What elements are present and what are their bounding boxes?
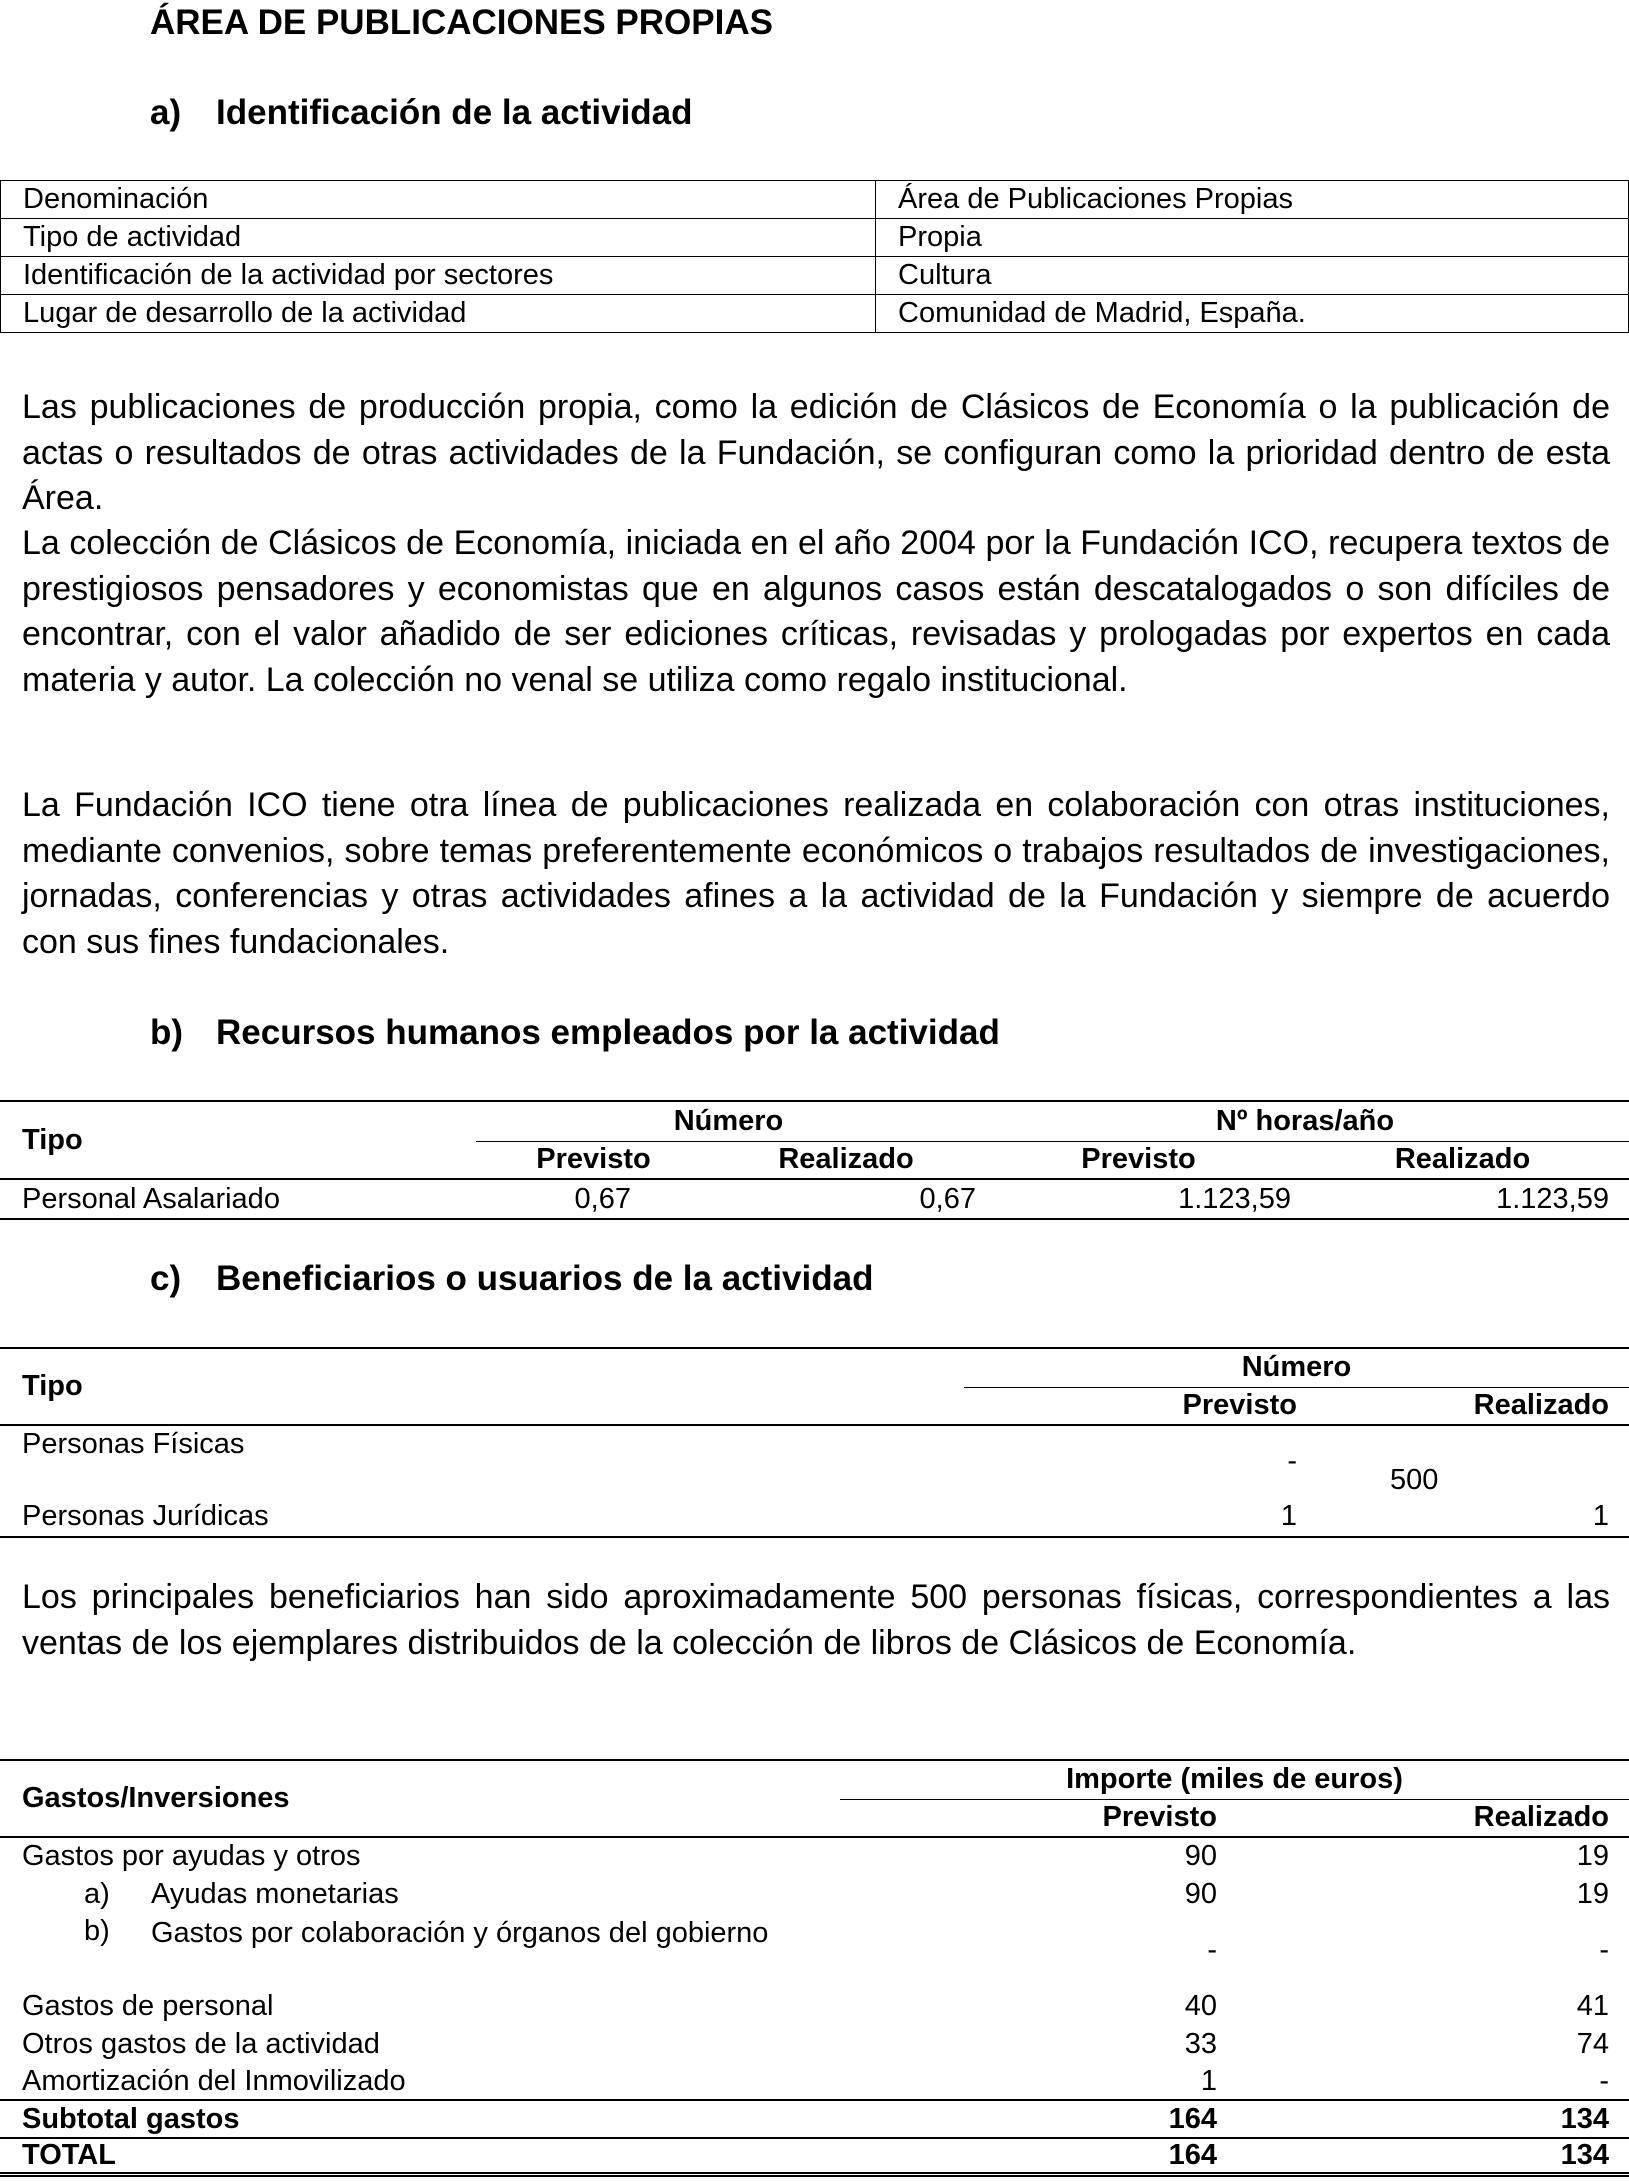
table-row xyxy=(0,1837,1629,1875)
section-a-label: a) xyxy=(150,93,182,132)
hr-num-realizado: Realizado xyxy=(711,1141,981,1179)
ident-field: Lugar de desarrollo de la actividad xyxy=(1,295,876,333)
subtotal-label: Subtotal gastos xyxy=(0,2100,840,2138)
ben-previsto: Previsto xyxy=(964,1387,1307,1425)
exp-label: Amortización del Inmovilizado xyxy=(0,2063,840,2100)
hr-num-prev: 0,67 xyxy=(476,1179,711,1219)
hr-h-prev: 1.123,59 xyxy=(981,1179,1296,1219)
exp-col-gastos: Gastos/Inversiones xyxy=(0,1760,840,1837)
exp-sub-label: Gastos por colaboración y órganos del gobierno xyxy=(151,1917,769,1949)
exp-prev: - xyxy=(1207,1933,1217,1966)
exp-label: Gastos por ayudas y otros xyxy=(22,1840,361,1872)
ident-field: Denominación xyxy=(1,181,876,219)
section-a-title: Identificación de la actividad xyxy=(216,93,693,132)
human-resources-table xyxy=(0,1100,1629,1220)
ben-group-numero: Número xyxy=(964,1348,1629,1387)
table-row xyxy=(1,219,1629,257)
table-row xyxy=(1,295,1629,333)
table-row xyxy=(0,1987,1629,2025)
table-row xyxy=(0,1875,1629,1913)
total-row xyxy=(0,2138,1629,2175)
hr-num-previsto: Previsto xyxy=(476,1141,711,1179)
section-c-title: Beneficiarios o usuarios de la actividad xyxy=(216,1259,874,1298)
subtotal-row xyxy=(0,2100,1629,2138)
ben-tipo: Personas Físicas xyxy=(22,1428,245,1460)
ident-value: Propia xyxy=(876,219,1629,257)
exp-label: Gastos de personal xyxy=(22,1989,274,2022)
exp-prev: 1 xyxy=(840,2063,1227,2100)
exp-label xyxy=(0,1875,840,1913)
hr-horas-realizado: Realizado xyxy=(1296,1141,1629,1179)
exp-real: - xyxy=(1227,2063,1629,2100)
section-b-label: b) xyxy=(150,1013,184,1052)
exp-prev: 90 xyxy=(1184,1877,1217,1910)
ident-value: Cultura xyxy=(876,257,1629,295)
ident-value: Comunidad de Madrid, España. xyxy=(876,295,1629,333)
ben-real: 500 xyxy=(1390,1464,1439,1496)
ident-field: Identificación de la actividad por sectores xyxy=(1,257,876,295)
hr-col-tipo: Tipo xyxy=(0,1101,476,1179)
exp-real: 19 xyxy=(1576,1877,1609,1910)
exp-sub-marker: b) xyxy=(84,1915,110,1947)
exp-label xyxy=(0,1913,840,1987)
ident-field: Tipo de actividad xyxy=(1,219,876,257)
hr-tipo: Personal Asalariado xyxy=(0,1179,476,1219)
area-title: ÁREA DE PUBLICACIONES PROPIAS xyxy=(150,3,773,42)
exp-realizado: Realizado xyxy=(1227,1799,1629,1837)
exp-real: 19 xyxy=(1576,1840,1609,1872)
hr-group-horas: Nº horas/año xyxy=(981,1101,1629,1141)
hr-h-real: 1.123,59 xyxy=(1296,1179,1629,1219)
exp-real: 74 xyxy=(1576,2027,1609,2060)
beneficiaries-table xyxy=(0,1347,1629,1538)
exp-sub-marker: a) xyxy=(84,1877,110,1910)
exp-real: - xyxy=(1599,1933,1609,1966)
expenses-table xyxy=(0,1759,1629,2177)
exp-real: 41 xyxy=(1576,1989,1609,2022)
section-c-heading xyxy=(150,1256,873,1302)
ben-real: 1 xyxy=(1307,1497,1629,1537)
section-b-title: Recursos humanos empleados por la actividad xyxy=(216,1013,1000,1052)
table-row xyxy=(0,1913,1629,1987)
paragraph-clasicos: La colección de Clásicos de Economía, iniciada en el año 2004 por la Fundación ICO, recupera textos de prestigiosos pensadores y economistas que en algunos casos están descatalogados o son difíciles de encontrar, con el valor añadido de ser ediciones críticas, revisadas y prologadas por expertos en cada materia y autor. La colección no venal se utiliza como regalo institucional. xyxy=(22,524,1610,699)
hr-group-numero: Número xyxy=(476,1101,981,1141)
ben-realizado: Realizado xyxy=(1307,1387,1629,1425)
paragraph-beneficiarios: Los principales beneficiarios han sido aproximadamente 500 personas físicas, correspondientes a las ventas de los ejemplares distribuidos de la colección de libros de Clásicos de Economía. xyxy=(22,1578,1610,1662)
total-label: TOTAL xyxy=(0,2138,840,2175)
subtotal-real: 134 xyxy=(1227,2100,1629,2138)
subtotal-prev: 164 xyxy=(840,2100,1227,2138)
table-row xyxy=(0,2025,1629,2063)
exp-sub-label: Ayudas monetarias xyxy=(151,1877,399,1910)
identification-table xyxy=(0,180,1629,333)
ident-value: Área de Publicaciones Propias xyxy=(876,181,1629,219)
hr-horas-previsto: Previsto xyxy=(981,1141,1296,1179)
exp-prev: 40 xyxy=(1184,1989,1217,2022)
total-real: 134 xyxy=(1227,2138,1629,2175)
paragraph-colaboracion: La Fundación ICO tiene otra línea de publicaciones realizada en colaboración con otras instituciones, mediante convenios, sobre temas preferentemente económicos o trabajos resultados de investigaciones, jornadas, conferencias y otras actividades afines a la actividad de la Fundación y siempre de acuerdo con sus fines fundacionales. xyxy=(22,786,1610,961)
table-row xyxy=(0,2063,1629,2100)
exp-prev: 33 xyxy=(1184,2027,1217,2060)
table-row xyxy=(1,257,1629,295)
exp-previsto: Previsto xyxy=(840,1799,1227,1837)
paragraph-intro: Las publicaciones de producción propia, como la edición de Clásicos de Economía o la publicación de actas o resultados de otras actividades de la Fundación, se configuran como la prioridad dentro de esta Área. xyxy=(22,388,1610,517)
hr-num-real: 0,67 xyxy=(711,1179,981,1219)
table-row xyxy=(0,1425,1629,1497)
ben-col-tipo: Tipo xyxy=(0,1348,964,1425)
section-b-heading xyxy=(150,1010,1000,1056)
exp-prev: 90 xyxy=(1184,1840,1217,1872)
exp-label: Otros gastos de la actividad xyxy=(22,2027,380,2060)
table-row xyxy=(0,1497,1629,1537)
ben-prev: 1 xyxy=(964,1497,1307,1537)
ben-tipo: Personas Jurídicas xyxy=(0,1497,964,1537)
total-prev: 164 xyxy=(840,2138,1227,2175)
ben-prev: - xyxy=(1287,1445,1297,1477)
table-row xyxy=(1,181,1629,219)
table-row xyxy=(0,1179,1629,1219)
exp-group-importe: Importe (miles de euros) xyxy=(840,1760,1629,1799)
section-c-label: c) xyxy=(150,1259,182,1298)
section-a-heading xyxy=(150,90,693,136)
